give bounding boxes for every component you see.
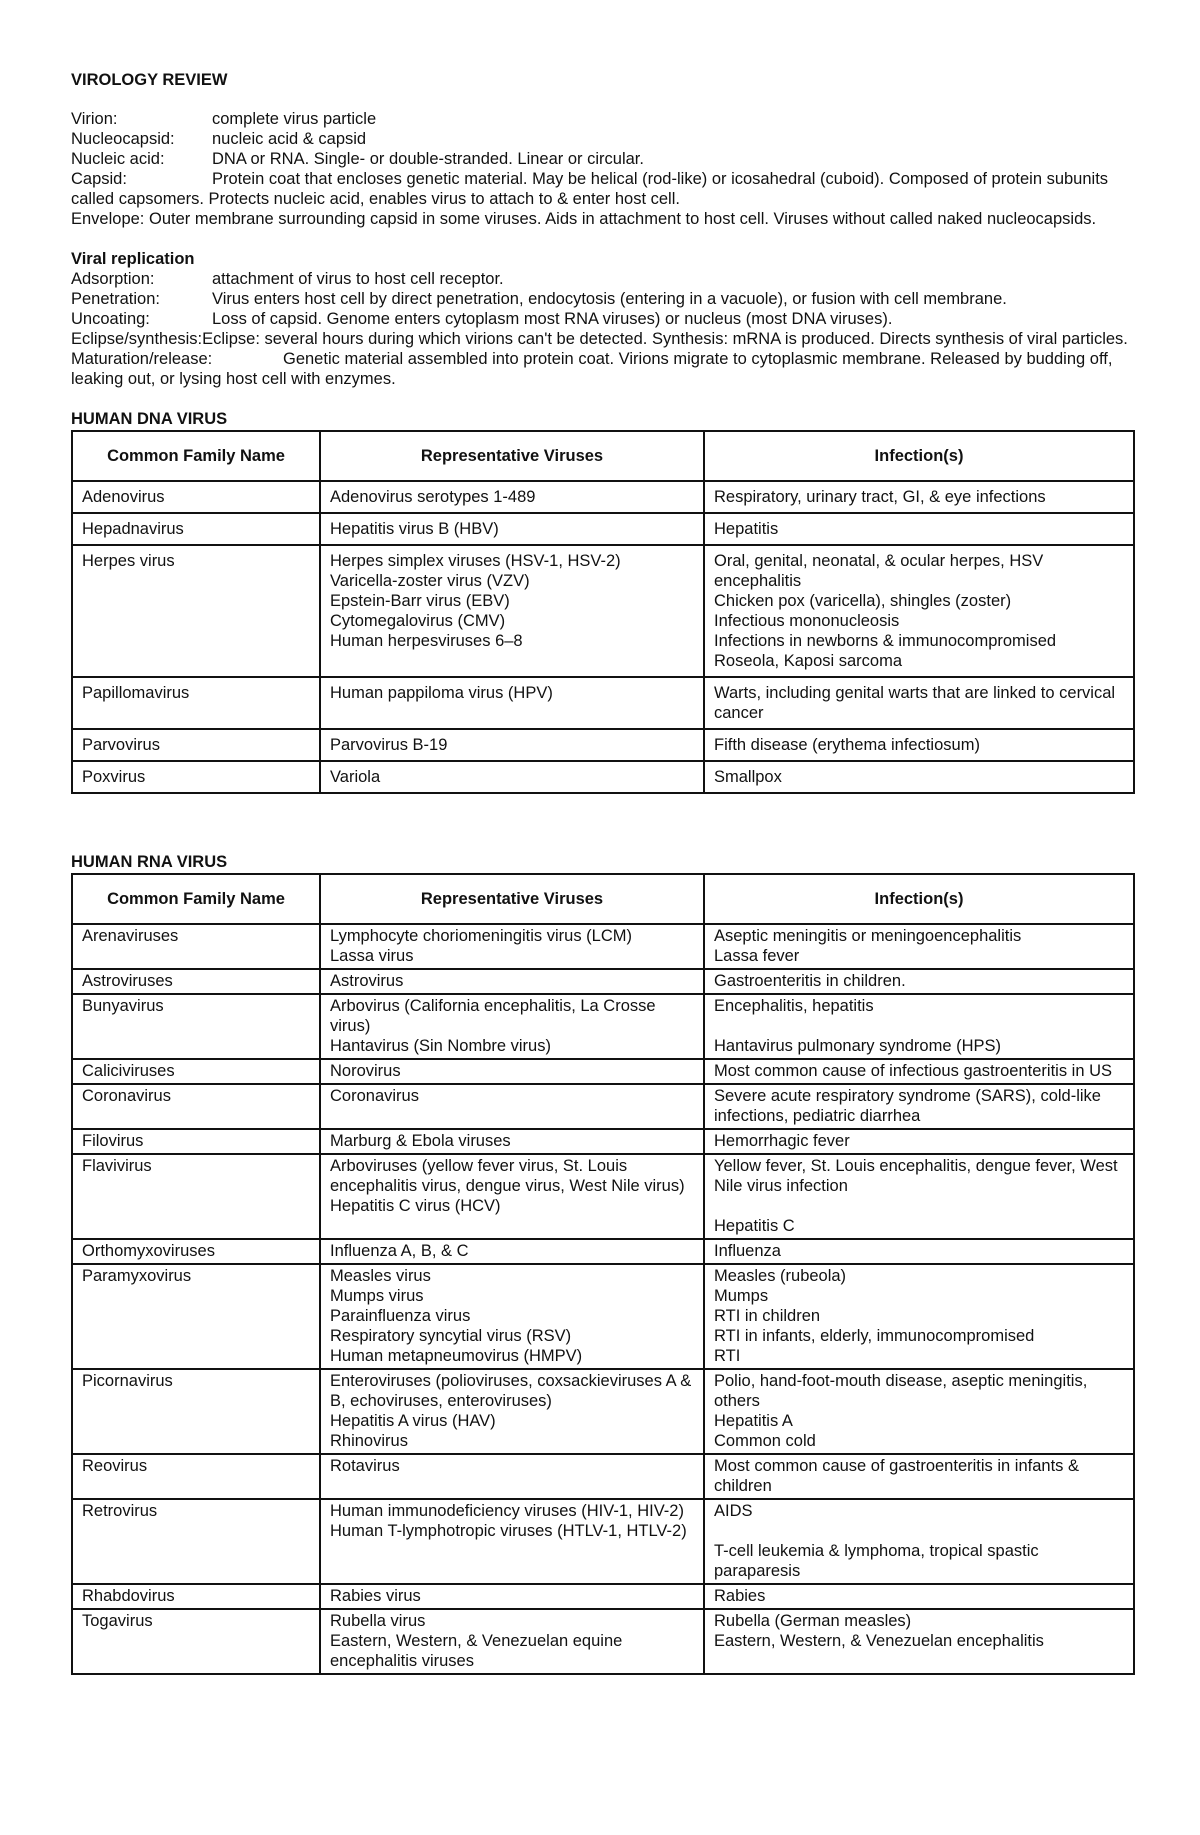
infections-cell — [704, 481, 1134, 513]
cell-line: Norovirus — [330, 1062, 401, 1080]
infections-cell — [704, 1584, 1134, 1609]
cell-line: Hepatitis virus B (HBV) — [330, 520, 499, 538]
family-name-cell: Arenaviruses — [72, 924, 320, 969]
representative-viruses-cell — [320, 1129, 704, 1154]
cell-line: Hantavirus pulmonary syndrome (HPS) — [714, 1037, 1002, 1055]
cell-line: Influenza A, B, & C — [330, 1242, 469, 1260]
cell-line: Common cold — [714, 1432, 816, 1450]
step-text: Loss of capsid. Genome enters cytoplasm most RNA viruses) or nucleus (most DNA viruses). — [212, 310, 893, 328]
table-header-row — [72, 431, 1134, 481]
cell-line: Parvovirus B-19 — [330, 736, 448, 754]
infections-cell — [704, 1239, 1134, 1264]
representative-viruses-cell — [320, 1154, 704, 1239]
cell-line: Oral, genital, neonatal, & ocular herpes, HSV encephalitis — [714, 552, 1044, 590]
step-term: Adsorption: — [71, 270, 155, 288]
family-name-cell: Herpes virus — [72, 545, 320, 677]
infections-cell — [704, 1369, 1134, 1454]
infections-cell — [704, 513, 1134, 545]
infections-cell — [704, 1609, 1134, 1674]
cell-line: Aseptic meningitis or meningoencephalitis — [714, 927, 1022, 945]
infections-cell — [704, 545, 1134, 677]
cell-line: Most common cause of infectious gastroenteritis in US — [714, 1062, 1113, 1080]
table-row — [72, 1129, 1134, 1154]
table-row — [72, 1369, 1134, 1454]
step-text: attachment of virus to host cell receptor. — [212, 270, 504, 288]
definition-envelope — [71, 209, 1133, 229]
infections-cell — [704, 761, 1134, 793]
table-row — [72, 729, 1134, 761]
definition-term: Capsid: — [71, 170, 127, 188]
family-name-cell: Adenovirus — [72, 481, 320, 513]
definition-term: Virion: — [71, 110, 118, 128]
table-header-row — [72, 874, 1134, 924]
table-row — [72, 1584, 1134, 1609]
infections-cell — [704, 1059, 1134, 1084]
step-term: Penetration: — [71, 290, 160, 308]
rna-table-body — [72, 924, 1134, 1674]
cell-line: Adenovirus serotypes 1-489 — [330, 488, 536, 506]
step-text: Virus enters host cell by direct penetration, endocytosis (entering in a vacuole), or fusion with cell membrane. — [212, 290, 1007, 308]
cell-line: Hepatitis C virus (HCV) — [330, 1197, 501, 1215]
definition-text: DNA or RNA. Single- or double-stranded. Linear or circular. — [212, 150, 644, 168]
family-name-cell: Retrovirus — [72, 1499, 320, 1584]
cell-line: Human T-lymphotropic viruses (HTLV-1, HTLV-2) — [330, 1522, 687, 1540]
family-name-cell: Astroviruses — [72, 969, 320, 994]
step-maturation-release — [71, 349, 1133, 389]
cell-line: Varicella-zoster virus (VZV) — [330, 572, 530, 590]
cell-line: Parainfluenza virus — [330, 1307, 471, 1325]
table-row — [72, 1609, 1134, 1674]
cell-line: Eastern, Western, & Venezuelan encephalitis — [714, 1632, 1044, 1650]
infections-cell — [704, 729, 1134, 761]
infections-cell — [704, 1154, 1134, 1239]
cell-line: Respiratory syncytial virus (RSV) — [330, 1327, 572, 1345]
table-row — [72, 545, 1134, 677]
dna-table-body — [72, 481, 1134, 793]
representative-viruses-cell — [320, 761, 704, 793]
family-name-cell: Bunyavirus — [72, 994, 320, 1059]
definition-nucleic-acid — [71, 149, 1133, 169]
cell-line: Respiratory, urinary tract, GI, & eye infections — [714, 488, 1046, 506]
step-penetration — [71, 289, 1133, 309]
infections-cell — [704, 1084, 1134, 1129]
cell-line: Rubella virus — [330, 1612, 426, 1630]
cell-line: Severe acute respiratory syndrome (SARS), cold-like infections, pediatric diarrhea — [714, 1087, 1101, 1125]
cell-line: Warts, including genital warts that are linked to cervical cancer — [714, 684, 1116, 722]
family-name-cell: Reovirus — [72, 1454, 320, 1499]
cell-line: Enteroviruses (polioviruses, coxsackieviruses A & B, echoviruses, enteroviruses) — [330, 1372, 692, 1410]
representative-viruses-cell — [320, 1499, 704, 1584]
table-row — [72, 481, 1134, 513]
cell-line: Lymphocyte choriomeningitis virus (LCM) — [330, 927, 632, 945]
cell-line: Astrovirus — [330, 972, 404, 990]
step-uncoating — [71, 309, 1133, 329]
cell-line: Infections in newborns & immunocompromised — [714, 632, 1057, 650]
family-name-cell: Picornavirus — [72, 1369, 320, 1454]
cell-line: Fifth disease (erythema infectiosum) — [714, 736, 980, 754]
representative-viruses-cell — [320, 513, 704, 545]
family-name-cell: Papillomavirus — [72, 677, 320, 729]
step-term: Uncoating: — [71, 310, 150, 328]
representative-viruses-cell — [320, 1059, 704, 1084]
cell-line: RTI in children — [714, 1307, 821, 1325]
definition-term: Nucleocapsid: — [71, 130, 175, 148]
column-header: Common Family Name — [72, 431, 320, 481]
representative-viruses-cell — [320, 1369, 704, 1454]
representative-viruses-cell — [320, 481, 704, 513]
definition-text: nucleic acid & capsid — [212, 130, 367, 148]
infections-cell — [704, 677, 1134, 729]
representative-viruses-cell — [320, 924, 704, 969]
rna-table-title: HUMAN RNA VIRUS — [71, 853, 228, 871]
infections-cell — [704, 994, 1134, 1059]
infections-cell — [704, 1129, 1134, 1154]
cell-line: Encephalitis, hepatitis — [714, 997, 874, 1015]
cell-line: AIDS — [714, 1502, 753, 1520]
step-text: Eclipse: several hours during which virions can't be detected. Synthesis: mRNA is produced. Directs synthesis of viral particles. — [202, 330, 1128, 348]
definition-nucleocapsid — [71, 129, 1133, 149]
family-name-cell: Flavivirus — [72, 1154, 320, 1239]
family-name-cell: Filovirus — [72, 1129, 320, 1154]
family-name-cell: Caliciviruses — [72, 1059, 320, 1084]
definition-term: Envelope: — [71, 210, 145, 228]
cell-line: Measles (rubeola) — [714, 1267, 847, 1285]
step-eclipse-synthesis — [71, 329, 1133, 349]
column-header: Common Family Name — [72, 874, 320, 924]
step-adsorption — [71, 269, 1133, 289]
cell-line: Human metapneumovirus (HMPV) — [330, 1347, 583, 1365]
cell-line: Measles virus — [330, 1267, 431, 1285]
cell-line: Marburg & Ebola viruses — [330, 1132, 511, 1150]
cell-line: Rabies — [714, 1587, 766, 1605]
family-name-cell: Coronavirus — [72, 1084, 320, 1129]
cell-line: Lassa virus — [330, 947, 414, 965]
table-row — [72, 1454, 1134, 1499]
representative-viruses-cell — [320, 729, 704, 761]
cell-line: Coronavirus — [330, 1087, 419, 1105]
table-row — [72, 1084, 1134, 1129]
replication-heading: Viral replication — [71, 250, 195, 268]
cell-line: Arbovirus (California encephalitis, La Crosse virus) — [330, 997, 656, 1035]
table-row — [72, 1154, 1134, 1239]
page-title: VIROLOGY REVIEW — [71, 71, 228, 89]
definition-term: Nucleic acid: — [71, 150, 165, 168]
family-name-cell: Togavirus — [72, 1609, 320, 1674]
definition-text: complete virus particle — [212, 110, 377, 128]
cell-line: RTI in infants, elderly, immunocompromised — [714, 1327, 1035, 1345]
cell-line: Influenza — [714, 1242, 781, 1260]
column-header: Representative Viruses — [320, 874, 704, 924]
representative-viruses-cell — [320, 545, 704, 677]
family-name-cell: Hepadnavirus — [72, 513, 320, 545]
representative-viruses-cell — [320, 1584, 704, 1609]
table-row — [72, 1264, 1134, 1369]
table-row — [72, 994, 1134, 1059]
cell-line: Human herpesviruses 6–8 — [330, 632, 523, 650]
infections-cell — [704, 924, 1134, 969]
cell-line: Roseola, Kaposi sarcoma — [714, 652, 903, 670]
cell-line: Most common cause of gastroenteritis in infants & children — [714, 1457, 1079, 1495]
cell-line: Chicken pox (varicella), shingles (zoster) — [714, 592, 1012, 610]
table-row — [72, 924, 1134, 969]
column-header: Infection(s) — [704, 431, 1134, 481]
step-term: Maturation/release: — [71, 350, 213, 368]
representative-viruses-cell — [320, 994, 704, 1059]
column-header: Infection(s) — [704, 874, 1134, 924]
cell-line: Rabies virus — [330, 1587, 421, 1605]
column-header: Representative Viruses — [320, 431, 704, 481]
cell-line: Yellow fever, St. Louis encephalitis, dengue fever, West Nile virus infection — [714, 1157, 1118, 1195]
cell-line: Herpes simplex viruses (HSV-1, HSV-2) — [330, 552, 621, 570]
representative-viruses-cell — [320, 969, 704, 994]
cell-line: Rhinovirus — [330, 1432, 408, 1450]
definition-text: Outer membrane surrounding capsid in some viruses. Aids in attachment to host cell. Viruses without called naked nucleocapsids. — [148, 210, 1097, 228]
table-row — [72, 969, 1134, 994]
definition-capsid — [71, 169, 1133, 209]
family-name-cell: Paramyxovirus — [72, 1264, 320, 1369]
cell-line: Arboviruses (yellow fever virus, St. Louis encephalitis virus, dengue virus, West Nile virus) — [330, 1157, 685, 1195]
representative-viruses-cell — [320, 677, 704, 729]
cell-line: Hemorrhagic fever — [714, 1132, 850, 1150]
dna-table-title: HUMAN DNA VIRUS — [71, 410, 228, 428]
representative-viruses-cell — [320, 1454, 704, 1499]
table-row — [72, 1059, 1134, 1084]
cell-line: Eastern, Western, & Venezuelan equine encephalitis viruses — [330, 1632, 623, 1670]
definition-virion — [71, 109, 1133, 129]
replication-steps — [71, 269, 1133, 389]
cell-line: Cytomegalovirus (CMV) — [330, 612, 506, 630]
table-row — [72, 513, 1134, 545]
document-page — [71, 70, 1133, 1675]
family-name-cell: Orthomyxoviruses — [72, 1239, 320, 1264]
cell-line: Hepatitis — [714, 520, 779, 538]
cell-line — [714, 1196, 1124, 1216]
cell-line: Hepatitis C — [714, 1217, 795, 1235]
representative-viruses-cell — [320, 1084, 704, 1129]
cell-line: Human immunodeficiency viruses (HIV-1, HIV-2) — [330, 1502, 684, 1520]
representative-viruses-cell — [320, 1239, 704, 1264]
cell-line — [714, 1016, 1124, 1036]
representative-viruses-cell — [320, 1609, 704, 1674]
definitions-block — [71, 109, 1133, 229]
cell-line: Mumps — [714, 1287, 769, 1305]
cell-line: Mumps virus — [330, 1287, 424, 1305]
cell-line: Rotavirus — [330, 1457, 400, 1475]
cell-line: Hantavirus (Sin Nombre virus) — [330, 1037, 551, 1055]
infections-cell — [704, 1499, 1134, 1584]
cell-line: Hepatitis A virus (HAV) — [330, 1412, 496, 1430]
step-term: Eclipse/synthesis: — [71, 330, 203, 348]
cell-line: Hepatitis A — [714, 1412, 793, 1430]
cell-line: Variola — [330, 768, 381, 786]
table-row — [72, 1239, 1134, 1264]
table-row — [72, 677, 1134, 729]
infections-cell — [704, 969, 1134, 994]
family-name-cell: Poxvirus — [72, 761, 320, 793]
cell-line: RTI — [714, 1347, 741, 1365]
cell-line: Smallpox — [714, 768, 782, 786]
dna-virus-table — [71, 430, 1135, 794]
cell-line: Infectious mononucleosis — [714, 612, 900, 630]
cell-line: Rubella (German measles) — [714, 1612, 912, 1630]
cell-line: Epstein-Barr virus (EBV) — [330, 592, 510, 610]
cell-line — [714, 1521, 1124, 1541]
cell-line: Polio, hand-foot-mouth disease, aseptic meningitis, others — [714, 1372, 1088, 1410]
family-name-cell: Parvovirus — [72, 729, 320, 761]
representative-viruses-cell — [320, 1264, 704, 1369]
infections-cell — [704, 1454, 1134, 1499]
step-text: Genetic material assembled into protein coat. Virions migrate to cytoplasmic membrane. Released by budding off, leaking out, or lysing host cell with enzymes. — [71, 350, 1113, 388]
table-row — [72, 761, 1134, 793]
cell-line: Gastroenteritis in children. — [714, 972, 906, 990]
table-row — [72, 1499, 1134, 1584]
definition-text: Protein coat that encloses genetic material. May be helical (rod-like) or icosahedral (cuboid). Composed of protein subunits called capsomers. Protects nucleic acid, enables virus to attach to & enter host cell. — [71, 170, 1109, 208]
cell-line: Lassa fever — [714, 947, 800, 965]
infections-cell — [704, 1264, 1134, 1369]
rna-virus-table — [71, 873, 1135, 1675]
cell-line: Human pappiloma virus (HPV) — [330, 684, 553, 702]
cell-line: T-cell leukemia & lymphoma, tropical spastic paraparesis — [714, 1542, 1039, 1580]
family-name-cell: Rhabdovirus — [72, 1584, 320, 1609]
